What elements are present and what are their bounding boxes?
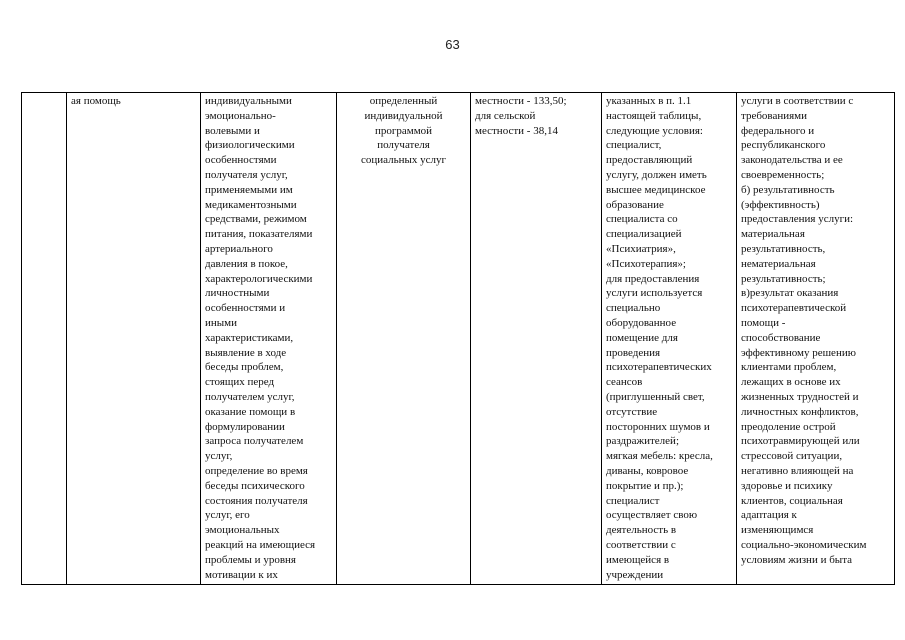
cell-number: [22, 93, 67, 585]
cell-service-description: индивидуальными эмоционально- волевыми и физиологическими особенностями получателя услуг, применяемыми им медикаментозными средствами, режимом питания, показателями артериального давления в покое, характерологическими личностными особенностями и иными характеристиками, выявление в ходе беседы проблем, стоящих перед получателем услуг, оказание помощи в формулировании запроса получателем услуг, определение во время беседы психического состояния получателя услуг, его эмоциональных реакций на имеющиеся проблемы и уровня мотивации к их: [201, 93, 337, 585]
page-number: 63: [445, 37, 460, 52]
cell-tariff: местности - 133,50; для сельской местности - 38,14: [471, 93, 602, 585]
cell-conditions: указанных в п. 1.1 настоящей таблицы, следующие условия: специалист, предоставляющий услугу, должен иметь высшее медицинское образование специалиста со специализацией «Психиатрия», «Психотерапия»; для предоставления услуги используется специально оборудованное помещение для проведения психотерапевтических сеансов (приглушенный свет, отсутствие посторонних шумов и раздражителей; мягкая мебель: кресла, диваны, ковровое покрытие и пр.); специалист осуществляет свою деятельность в соответствии с имеющейся в учреждении: [602, 93, 737, 585]
table-row: [22, 93, 895, 585]
cell-volume: определенный индивидуальной программой получателя социальных услуг: [337, 93, 471, 585]
services-table: [21, 92, 895, 585]
cell-evaluation: услуги в соответствии с требованиями федерального и республиканского законодательства и ее своевременность; б) результативность (эффективность) предоставления услуги: материальная результативность, нематериальная результативность; в)результат оказания психотерапевтической помощи - способствование эффективному решению клиентами проблем, лежащих в основе их жизненных трудностей и личностных конфликтов, преодоление острой психотравмирующей или стрессовой ситуации, негативно влияющей на здоровье и психику клиентов, социальная адаптация к изменяющимся социально-экономическим условиям жизни и быта: [737, 93, 895, 585]
cell-service-name: ая помощь: [67, 93, 201, 585]
